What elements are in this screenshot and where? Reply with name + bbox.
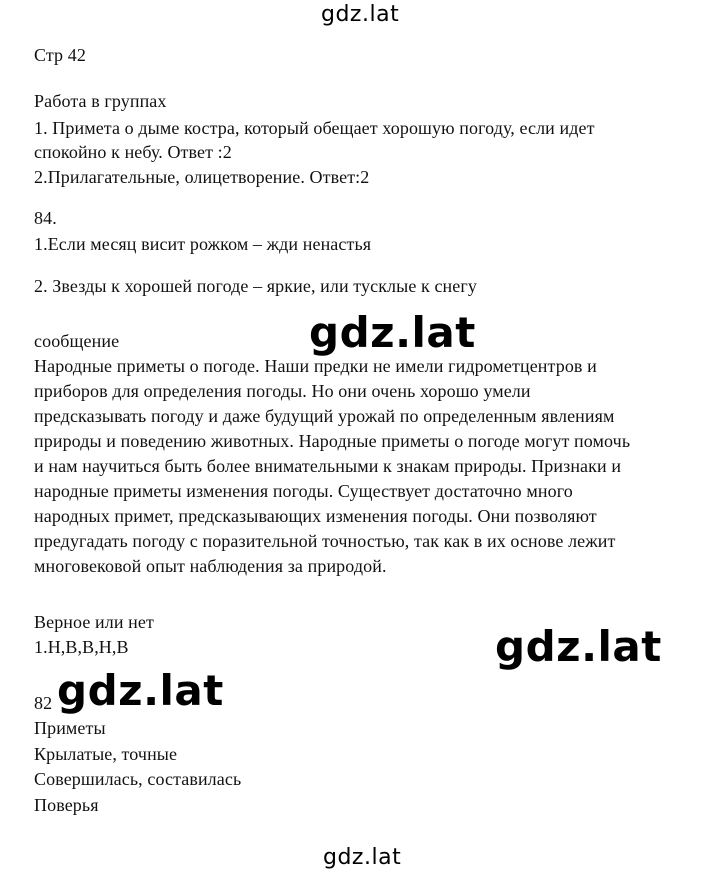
true-false-heading: Верное или нет <box>34 612 154 632</box>
exercise-82-number: 82 <box>34 693 53 713</box>
group-work-line: 2.Прилагательные, олицетворение. Ответ:2 <box>34 167 370 187</box>
message-line: народные приметы изменения погоды. Существует достаточно много <box>34 481 573 501</box>
exercise-82-line: Приметы <box>34 718 106 738</box>
true-false-answer: 1.Н,В,В,Н,В <box>34 637 129 657</box>
exercise-82-line: Крылатые, точные <box>34 744 178 764</box>
exercise-84-item: 2. Звезды к хорошей погоде – яркие, или тусклые к снегу <box>34 276 477 296</box>
message-line: народных примет, предсказывающих изменения погоды. Они позволяют <box>34 506 597 526</box>
watermark-right: gdz.lat <box>495 622 662 671</box>
group-work-line: спокойно к небу. Ответ :2 <box>34 142 232 162</box>
group-work-heading: Работа в группах <box>34 91 167 111</box>
watermark-center: gdz.lat <box>309 308 476 357</box>
message-line: предсказывать погоду и даже будущий урожай по определенным явлениям <box>34 406 615 426</box>
group-work-line: 1. Примета о дыме костра, который обещает хорошую погоду, если идет <box>34 118 595 138</box>
exercise-82-line: Поверья <box>34 795 99 815</box>
message-heading: сообщение <box>34 331 120 351</box>
message-line: предугадать погоду с поразительной точностью, так как в их основе лежит <box>34 531 616 551</box>
watermark-top: gdz.lat <box>321 2 400 27</box>
exercise-82-line: Совершилась, составилась <box>34 769 242 789</box>
message-line: Народные приметы о погоде. Наши предки не имели гидрометцентров и <box>34 356 597 376</box>
exercise-84-item: 1.Если месяц висит рожком – жди ненастья <box>34 234 372 254</box>
page-label: Стр 42 <box>34 45 86 65</box>
watermark-bottom: gdz.lat <box>323 845 402 870</box>
exercise-84-number: 84. <box>34 208 57 228</box>
watermark-left: gdz.lat <box>57 666 224 715</box>
message-line: природы и поведению животных. Народные приметы о погоде могут помочь <box>34 431 631 451</box>
message-line: и нам научиться быть более внимательными к знакам природы. Признаки и <box>34 456 622 476</box>
message-line: многовековой опыт наблюдения за природой. <box>34 556 387 576</box>
message-line: приборов для определения погоды. Но они очень хорошо умели <box>34 381 531 401</box>
